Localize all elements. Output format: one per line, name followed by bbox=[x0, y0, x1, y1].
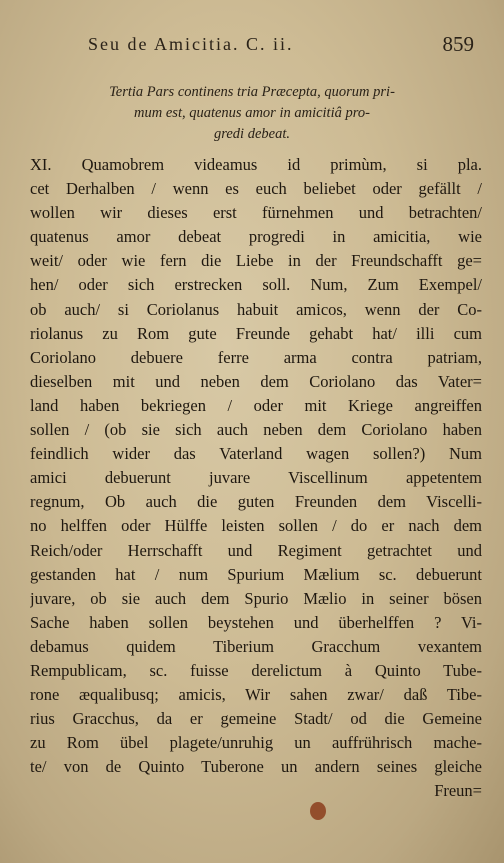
subheading-line: mum est, quatenus amor in amicitiâ pro- bbox=[134, 105, 370, 121]
text-line: rone æqualibusq; amicis, Wir sahen zwar/ daß Tibe- bbox=[30, 685, 482, 705]
text-line: hen/ oder sich erstrecken soll. Num, Zum Exempel/ bbox=[30, 275, 482, 295]
text-line: ob auch/ si Coriolanus habuit amicos, wenn der Co- bbox=[30, 299, 482, 319]
text-line: regnum, Ob auch die guten Freunden dem Viscelli- bbox=[30, 492, 482, 512]
text-line: zu Rom übel plagete/unruhig un auffrührisch mache- bbox=[30, 733, 482, 753]
text-line: te/ von de Quinto Tuberone un andern seines gleiche bbox=[30, 757, 482, 777]
text-line: land haben bekriegen / oder mit Kriege angreiffen bbox=[30, 395, 482, 415]
text-line: rius Gracchus, da er gemeine Stadt/ od die Gemeine bbox=[30, 709, 482, 729]
text-line: XI. Quamobrem videamus id primùm, si pla. bbox=[30, 155, 482, 174]
text-line: Rempublicam, sc. fuisse derelictum à Quinto Tube- bbox=[30, 660, 482, 680]
text-line: cet Derhalben / wenn es euch beliebet oder gefällt / bbox=[30, 179, 482, 199]
text-line: no helffen oder Hülffe leisten sollen / do er nach dem bbox=[30, 516, 482, 536]
page-number: 859 bbox=[442, 32, 474, 56]
catchword: Freun= bbox=[434, 781, 482, 801]
running-head: Seu de Amicitia. C. ii. bbox=[88, 34, 294, 54]
text-line: quatenus amor debeat progredi in amicitia, wie bbox=[30, 227, 482, 247]
text-line: Reich/oder Herrschafft und Regiment getrachtet und bbox=[30, 540, 482, 560]
text-line: Sache haben sollen beystehen und überhelffen ? Vi- bbox=[30, 612, 482, 632]
body-text bbox=[30, 153, 482, 804]
ink-stain bbox=[310, 802, 326, 820]
text-line: weit/ oder wie fern die Liebe in der Freundschafft ge= bbox=[30, 251, 482, 271]
text-line: riolanus zu Rom gute Freunde gehabt hat/ illi cum bbox=[30, 323, 482, 343]
text-line: juvare, ob sie auch dem Spurio Mælio in seiner bösen bbox=[30, 588, 482, 608]
text-line: Coriolano debuere ferre arma contra patriam, bbox=[30, 347, 482, 367]
text-line: feindlich wider das Vaterland wagen sollen?) Num bbox=[30, 444, 482, 464]
subheading-line: gredi debeat. bbox=[214, 126, 290, 142]
section-subheading bbox=[0, 82, 504, 145]
text-line: amici debuerunt juvare Viscellinum appetentem bbox=[30, 468, 482, 488]
text-line: wollen wir dieses erst fürnehmen und betrachten/ bbox=[30, 203, 482, 223]
subheading-line: Tertia Pars continens tria Præcepta, quorum pri- bbox=[109, 84, 395, 100]
text-line: gestanden hat / num Spurium Mælium sc. debuerunt bbox=[30, 564, 482, 584]
text-line: dieselben mit und neben dem Coriolano das Vater= bbox=[30, 371, 482, 391]
page-header bbox=[0, 34, 504, 64]
text-line: debamus quidem Tiberium Gracchum vexantem bbox=[30, 636, 482, 656]
text-line: sollen / (ob sie sich auch neben dem Coriolano haben bbox=[30, 420, 482, 440]
